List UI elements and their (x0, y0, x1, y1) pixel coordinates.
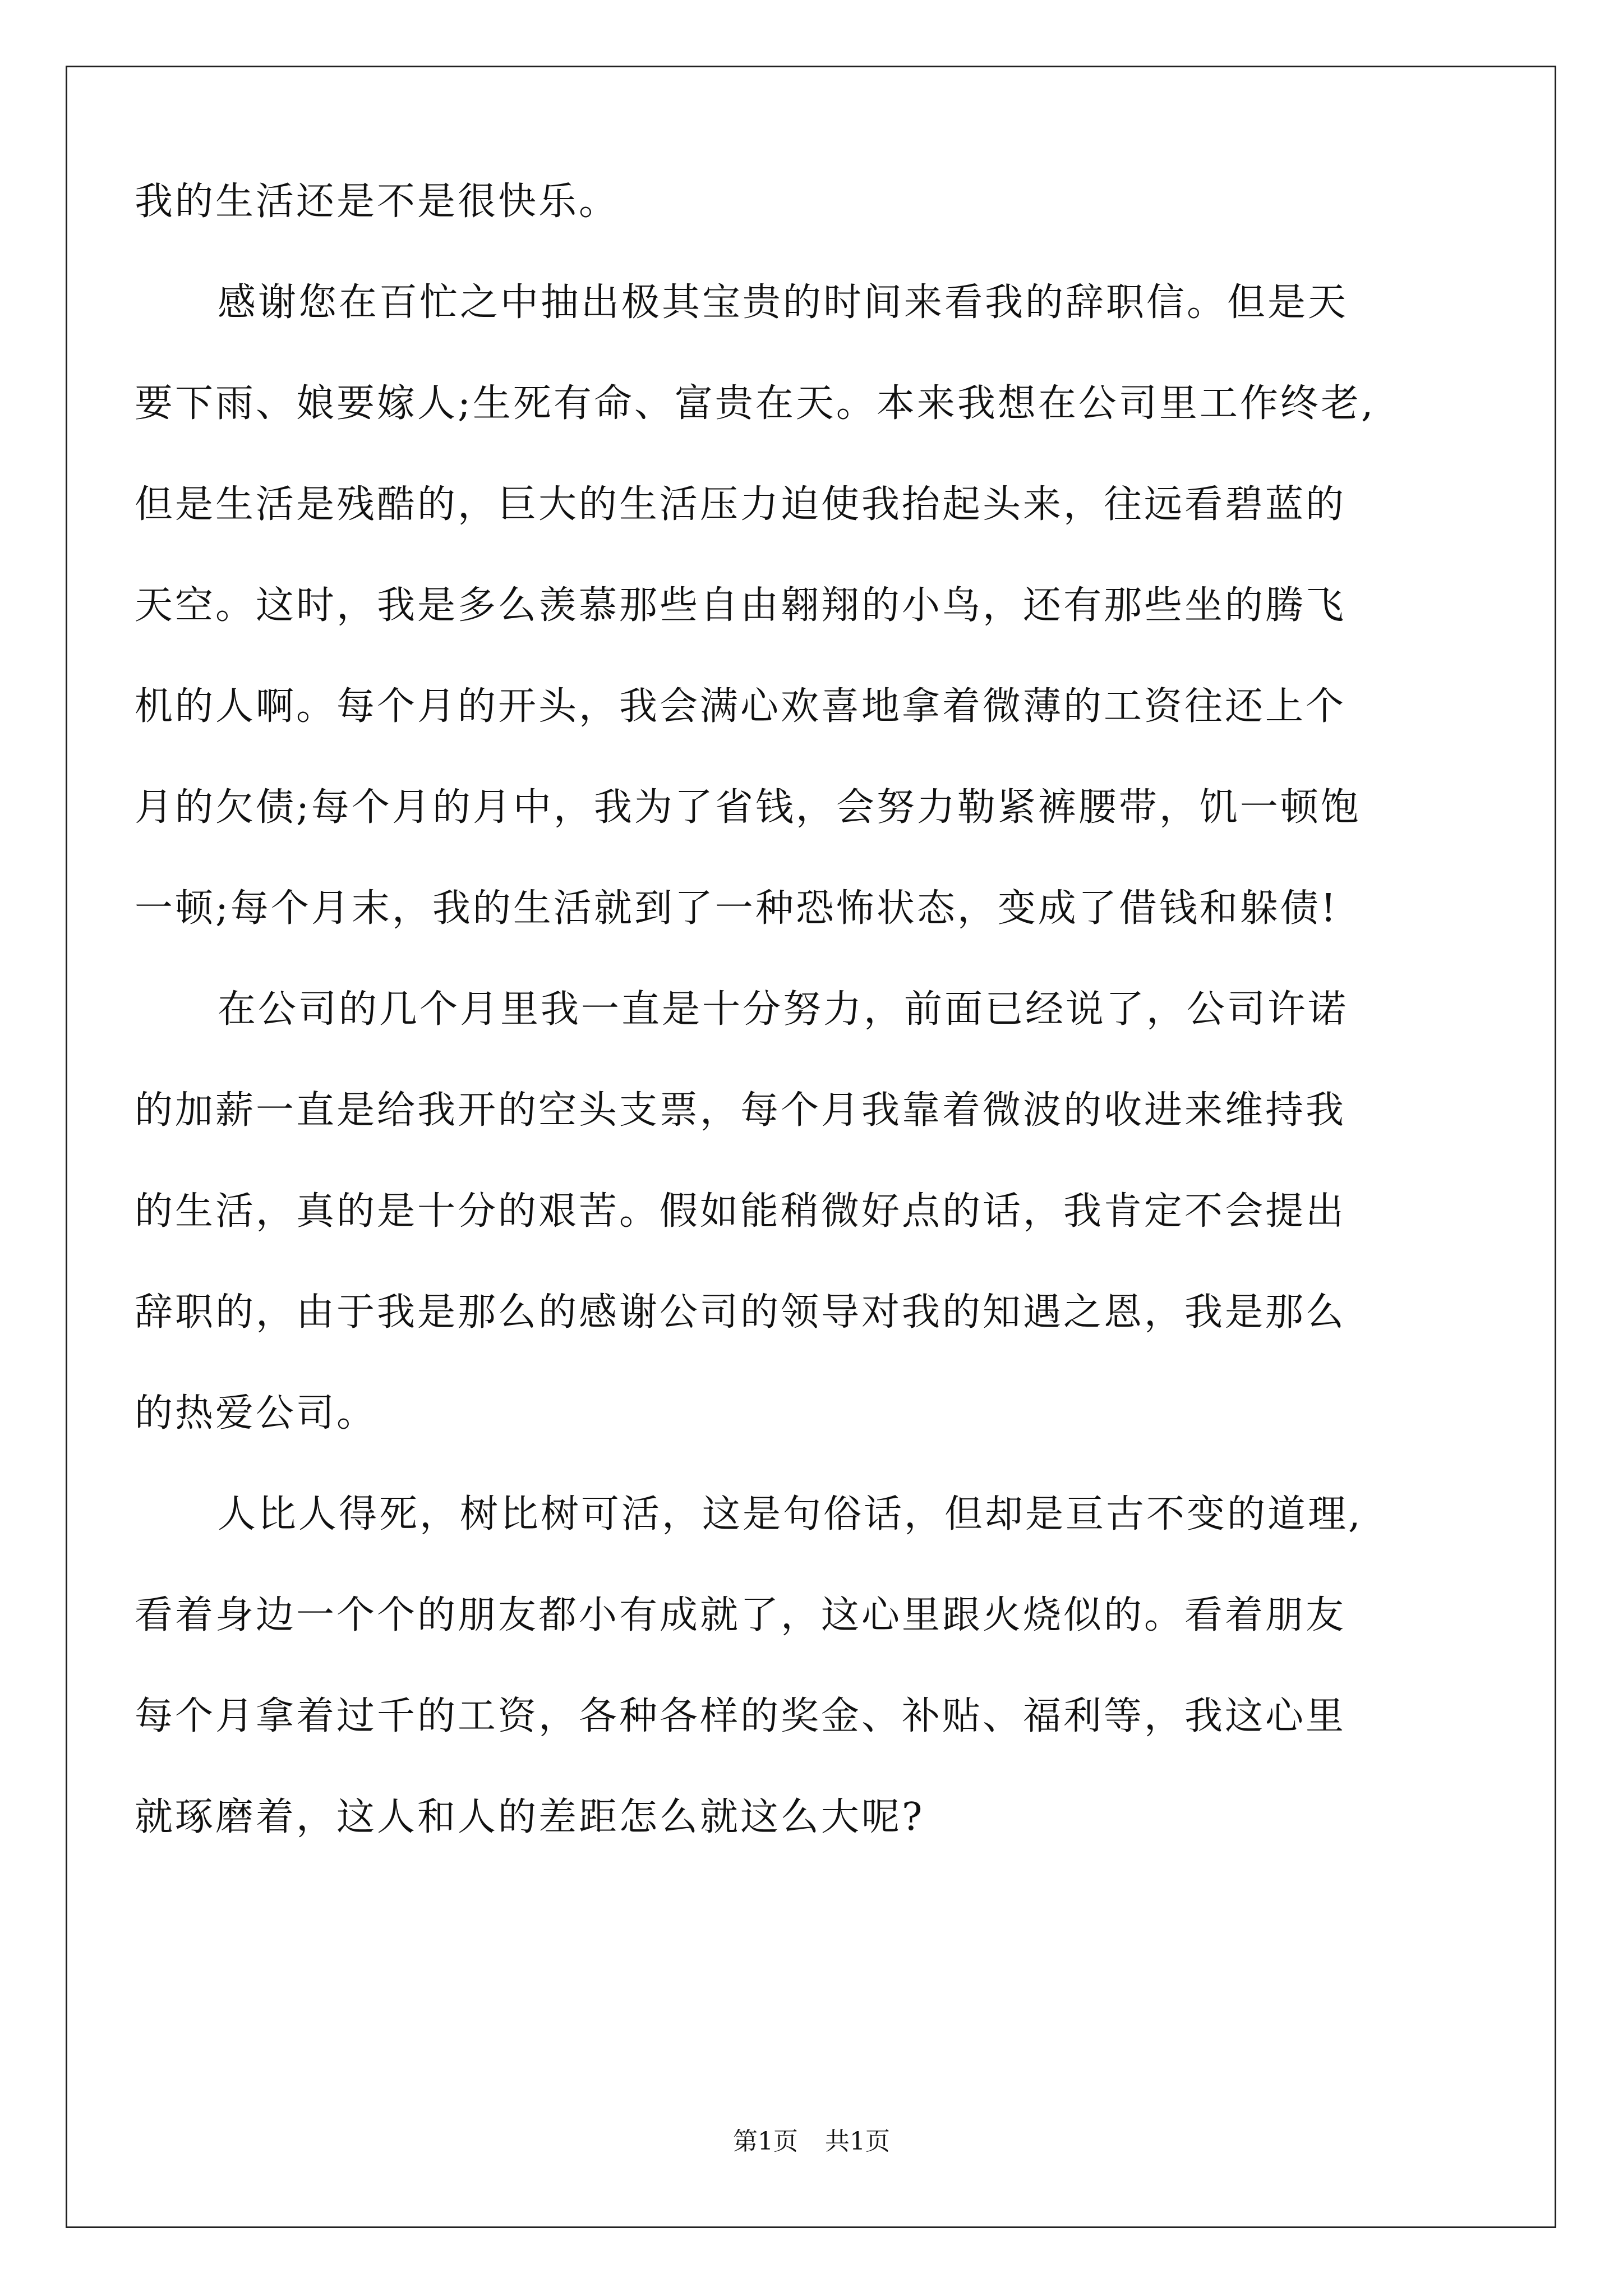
page-number: 第1页 (733, 2127, 798, 2156)
page-footer (0, 2125, 1623, 2159)
paragraph-start-line: 在公司的几个月里我一直是十分努力，前面已经说了，公司许诺 (218, 987, 1349, 1032)
text-line: 的加薪一直是给我开的空头支票，每个月我靠着微波的收进来维持我 (135, 1088, 1347, 1133)
text-line: 每个月拿着过千的工资，各种各样的奖金、补贴、福利等，我这心里 (135, 1694, 1347, 1738)
text-line: 机的人啊。每个月的开头，我会满心欢喜地拿着微薄的工资往还上个 (135, 684, 1347, 729)
text-line: 的生活，真的是十分的艰苦。假如能稍微好点的话，我肯定不会提出 (135, 1189, 1347, 1234)
text-line: 一顿;每个月末，我的生活就到了一种恐怖状态，变成了借钱和躲债! (135, 886, 1339, 931)
text-line: 看着身边一个个的朋友都小有成就了，这心里跟火烧似的。看着朋友 (135, 1593, 1347, 1637)
text-line: 天空。这时，我是多么羡慕那些自由翱翔的小鸟，还有那些坐的腾飞 (135, 583, 1347, 628)
paragraph-start-line: 感谢您在百忙之中抽出极其宝贵的时间来看我的辞职信。但是天 (218, 280, 1349, 325)
text-line: 就琢磨着，这人和人的差距怎么就这么大呢? (135, 1795, 925, 1839)
paragraph-start-line: 人比人得死，树比树可活，这是句俗话，但却是亘古不变的道理, (218, 1492, 1363, 1536)
text-line: 月的欠债;每个月的月中，我为了省钱，会努力勒紧裤腰带，饥一顿饱 (135, 785, 1361, 830)
text-line: 的热爱公司。 (135, 1391, 377, 1435)
text-line: 要下雨、娘要嫁人;生死有命、富贵在天。本来我想在公司里工作终老, (135, 381, 1376, 426)
text-line: 但是生活是残酷的，巨大的生活压力迫使我抬起头来，往远看碧蓝的 (135, 482, 1347, 527)
text-line: 辞职的，由于我是那么的感谢公司的领导对我的知遇之恩，我是那么 (135, 1290, 1347, 1335)
text-line: 我的生活还是不是很快乐。 (135, 180, 620, 224)
page-total: 共1页 (825, 2127, 890, 2156)
